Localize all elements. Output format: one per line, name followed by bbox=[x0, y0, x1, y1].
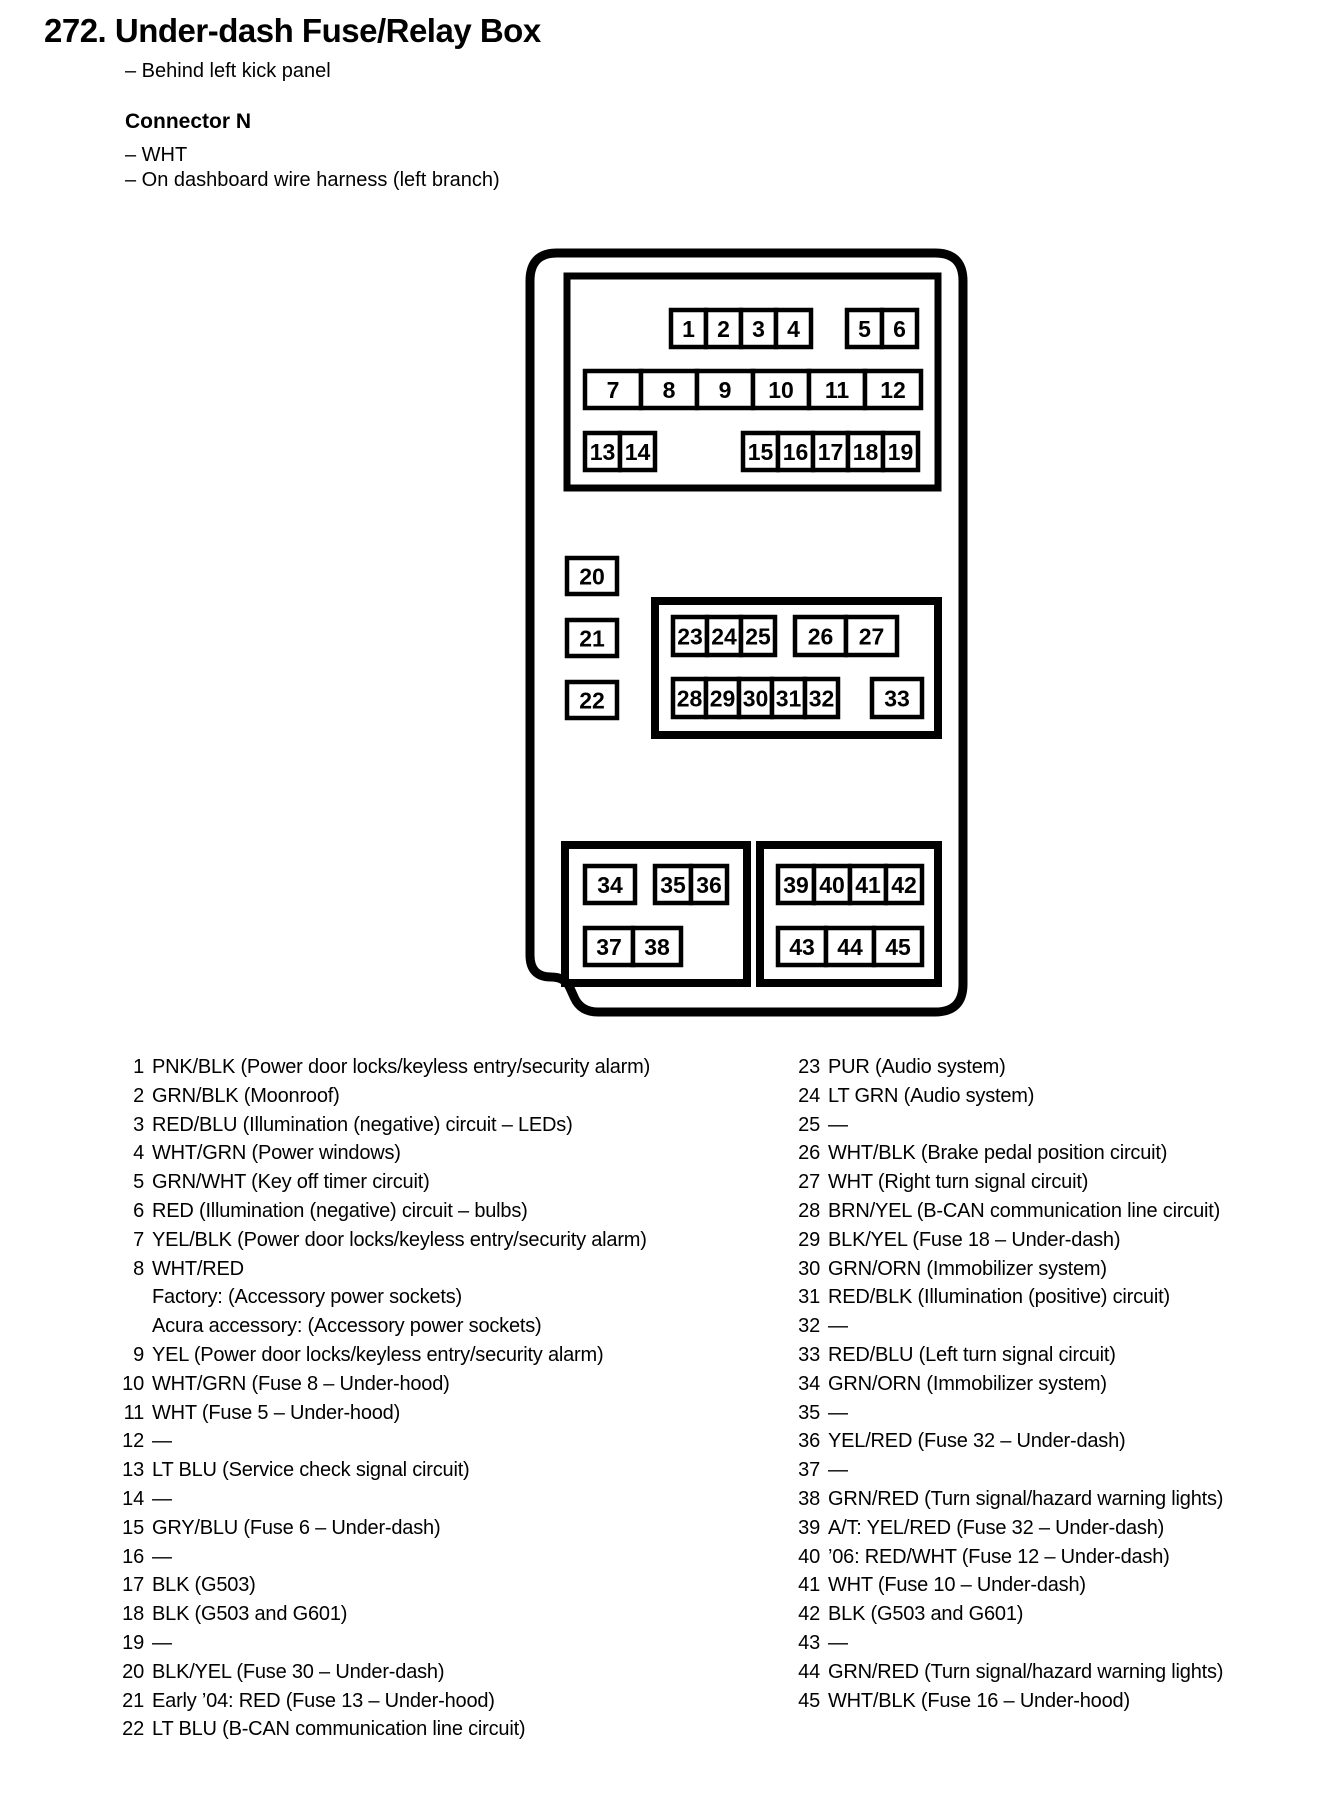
legend-column-right bbox=[786, 1053, 1338, 1715]
pin-description: GRN/BLK (Moonroof) bbox=[152, 1084, 340, 1107]
pin-description: LT BLU (Service check signal circuit) bbox=[152, 1459, 470, 1482]
pin-number: 22 bbox=[122, 1718, 144, 1741]
pin-cavity-label-28: 28 bbox=[676, 685, 703, 712]
pin-cavity-label-40: 40 bbox=[819, 872, 845, 898]
legend-item-40 bbox=[786, 1543, 1338, 1572]
pin-description: RED/BLU (Illumination (negative) circuit – LEDs) bbox=[152, 1113, 573, 1136]
pin-description: YEL/BLK (Power door locks/keyless entry/security alarm) bbox=[152, 1228, 647, 1251]
pin-number: 29 bbox=[798, 1228, 820, 1251]
pin-cavity-label-35: 35 bbox=[660, 872, 686, 898]
pin-description: WHT (Fuse 5 – Under-hood) bbox=[152, 1401, 401, 1424]
pin-number: 2 bbox=[133, 1084, 144, 1107]
location-note: – Behind left kick panel bbox=[125, 60, 331, 82]
legend-item-42 bbox=[786, 1600, 1338, 1629]
legend-item-38 bbox=[786, 1485, 1338, 1514]
pin-description: — bbox=[828, 1459, 848, 1482]
pin-description: — bbox=[828, 1315, 848, 1338]
pin-cavity-label-27: 27 bbox=[858, 623, 885, 650]
pin-cavity-label-11: 11 bbox=[824, 377, 850, 403]
connector-note-color: – WHT bbox=[125, 144, 188, 166]
legend-item-1 bbox=[110, 1053, 730, 1082]
legend-item-12 bbox=[110, 1427, 730, 1456]
pin-description: GRN/RED (Turn signal/hazard warning lights) bbox=[828, 1487, 1224, 1510]
pin-description: GRN/RED (Turn signal/hazard warning lights) bbox=[828, 1660, 1224, 1683]
pin-description: — bbox=[152, 1430, 172, 1453]
pin-cavity-label-13: 13 bbox=[589, 439, 616, 465]
pin-number: 43 bbox=[798, 1631, 820, 1654]
legend-item-26 bbox=[786, 1139, 1338, 1168]
pin-number: 26 bbox=[798, 1142, 820, 1165]
legend-item-17 bbox=[110, 1571, 730, 1600]
pin-cavity-label-43: 43 bbox=[789, 934, 815, 960]
pin-number: 39 bbox=[798, 1516, 820, 1539]
pin-description: YEL (Power door locks/keyless entry/security alarm) bbox=[152, 1343, 604, 1366]
pin-cavity-label-3: 3 bbox=[752, 316, 765, 342]
pin-number: 12 bbox=[122, 1430, 144, 1453]
pin-number: 9 bbox=[133, 1343, 144, 1366]
pin-description: BLK (G503) bbox=[152, 1574, 256, 1597]
pin-cavity-label-32: 32 bbox=[808, 685, 835, 712]
pin-description: WHT (Right turn signal circuit) bbox=[828, 1171, 1089, 1194]
pin-cavity-label-20: 20 bbox=[579, 563, 605, 590]
legend-item-8 bbox=[110, 1255, 730, 1341]
legend-item-45 bbox=[786, 1687, 1338, 1716]
pin-cavity-label-5: 5 bbox=[858, 316, 871, 342]
pin-description: WHT/BLK (Fuse 16 – Under-hood) bbox=[828, 1689, 1130, 1712]
pin-description: LT GRN (Audio system) bbox=[828, 1084, 1035, 1107]
pin-cavity-label-44: 44 bbox=[837, 934, 863, 960]
page-title: 272. Under-dash Fuse/Relay Box bbox=[44, 12, 541, 49]
legend-item-21 bbox=[110, 1687, 730, 1716]
pin-cavity-label-23: 23 bbox=[677, 623, 703, 650]
pin-cavity-label-39: 39 bbox=[783, 872, 809, 898]
pin-number: 16 bbox=[122, 1545, 144, 1568]
pin-number: 8 bbox=[133, 1257, 144, 1280]
legend-item-11 bbox=[110, 1399, 730, 1428]
pin-number: 13 bbox=[122, 1459, 144, 1482]
pin-cavity-label-9: 9 bbox=[718, 377, 732, 403]
pin-number: 3 bbox=[133, 1113, 144, 1136]
pin-cavity-label-37: 37 bbox=[596, 934, 622, 960]
pin-description: GRN/ORN (Immobilizer system) bbox=[828, 1372, 1107, 1395]
legend-item-15 bbox=[110, 1514, 730, 1543]
pin-cavity-label-7: 7 bbox=[606, 377, 620, 403]
pin-cavity-label-6: 6 bbox=[893, 316, 906, 342]
pin-cavity-label-19: 19 bbox=[887, 439, 914, 465]
pin-number: 4 bbox=[133, 1142, 144, 1165]
pin-cavity-label-15: 15 bbox=[747, 439, 774, 465]
pin-description: BRN/YEL (B-CAN communication line circuit) bbox=[828, 1199, 1221, 1222]
pin-number: 33 bbox=[798, 1343, 820, 1366]
pin-number: 34 bbox=[798, 1372, 820, 1395]
pin-number: 41 bbox=[798, 1574, 820, 1597]
pin-description: ’06: RED/WHT (Fuse 12 – Under-dash) bbox=[828, 1545, 1170, 1568]
pin-description: Early ’04: RED (Fuse 13 – Under-hood) bbox=[152, 1689, 495, 1712]
pin-description: A/T: YEL/RED (Fuse 32 – Under-dash) bbox=[828, 1516, 1165, 1539]
pin-cavity-label-18: 18 bbox=[852, 439, 879, 465]
pin-cavity-label-25: 25 bbox=[745, 623, 771, 650]
pin-description: BLK/YEL (Fuse 18 – Under-dash) bbox=[828, 1228, 1121, 1251]
legend-item-16 bbox=[110, 1543, 730, 1572]
legend-item-29 bbox=[786, 1226, 1338, 1255]
pin-number: 40 bbox=[798, 1545, 820, 1568]
legend-item-4 bbox=[110, 1139, 730, 1168]
pin-description: WHT/BLK (Brake pedal position circuit) bbox=[828, 1142, 1168, 1165]
legend-item-9 bbox=[110, 1341, 730, 1370]
pin-description: — bbox=[828, 1113, 848, 1136]
pin-cavity-label-30: 30 bbox=[742, 685, 769, 712]
pin-cavity-label-22: 22 bbox=[579, 687, 605, 714]
pin-description: LT BLU (B-CAN communication line circuit) bbox=[152, 1718, 526, 1741]
pin-cavity-label-10: 10 bbox=[768, 377, 794, 403]
pin-description: YEL/RED (Fuse 32 – Under-dash) bbox=[828, 1430, 1126, 1453]
pin-cavity-label-1: 1 bbox=[682, 316, 695, 342]
pin-cavity-label-12: 12 bbox=[880, 377, 906, 403]
legend-item-33 bbox=[786, 1341, 1338, 1370]
legend-item-39 bbox=[786, 1514, 1338, 1543]
legend-item-41 bbox=[786, 1571, 1338, 1600]
pin-description: — bbox=[828, 1401, 848, 1424]
pin-cavity-label-36: 36 bbox=[696, 872, 722, 898]
pin-number: 45 bbox=[798, 1689, 820, 1712]
legend-item-18 bbox=[110, 1600, 730, 1629]
legend-item-36 bbox=[786, 1427, 1338, 1456]
pin-number: 1 bbox=[133, 1056, 144, 1078]
pin-cavity-label-21: 21 bbox=[579, 625, 605, 652]
pin-number: 36 bbox=[798, 1430, 820, 1453]
pin-description: RED/BLU (Left turn signal circuit) bbox=[828, 1343, 1116, 1366]
pin-description: BLK (G503 and G601) bbox=[828, 1603, 1024, 1626]
legend-item-27 bbox=[786, 1168, 1338, 1197]
pin-cavity-label-24: 24 bbox=[711, 623, 737, 650]
pin-description: BLK (G503 and G601) bbox=[152, 1603, 348, 1626]
pin-description: WHT/RED Factory: (Accessory power sockets) Acura accessory: (Accessory power sockets) bbox=[152, 1257, 542, 1338]
pin-number: 24 bbox=[798, 1084, 820, 1107]
legend-item-2 bbox=[110, 1082, 730, 1111]
legend-item-14 bbox=[110, 1485, 730, 1514]
pin-number: 37 bbox=[798, 1459, 820, 1482]
pin-description: — bbox=[152, 1631, 172, 1654]
pin-cavity-label-42: 42 bbox=[891, 872, 917, 898]
legend-item-7 bbox=[110, 1226, 730, 1255]
pin-cavity-label-2: 2 bbox=[717, 316, 730, 342]
legend-item-31 bbox=[786, 1283, 1338, 1312]
legend-item-24 bbox=[786, 1082, 1338, 1111]
pin-cavity-label-33: 33 bbox=[884, 685, 910, 712]
legend-item-5 bbox=[110, 1168, 730, 1197]
pin-description: PNK/BLK (Power door locks/keyless entry/security alarm) bbox=[152, 1056, 651, 1078]
pin-number: 28 bbox=[798, 1199, 820, 1222]
pin-number: 10 bbox=[122, 1372, 144, 1395]
pin-number: 35 bbox=[798, 1401, 820, 1424]
pin-number: 20 bbox=[122, 1660, 144, 1683]
legend-item-28 bbox=[786, 1197, 1338, 1226]
pin-number: 42 bbox=[798, 1603, 820, 1626]
pin-cavity-label-16: 16 bbox=[782, 439, 809, 465]
pin-description: BLK/YEL (Fuse 30 – Under-dash) bbox=[152, 1660, 445, 1683]
pin-number: 21 bbox=[122, 1689, 144, 1712]
legend-item-30 bbox=[786, 1255, 1338, 1284]
pin-cavity-label-14: 14 bbox=[624, 439, 651, 465]
legend-item-6 bbox=[110, 1197, 730, 1226]
pin-cavity-label-38: 38 bbox=[644, 934, 670, 960]
pin-description: — bbox=[152, 1487, 172, 1510]
legend-item-37 bbox=[786, 1456, 1338, 1485]
legend-item-23 bbox=[786, 1053, 1338, 1082]
pin-number: 14 bbox=[122, 1487, 144, 1510]
pin-number: 6 bbox=[133, 1199, 144, 1222]
legend-column-left bbox=[110, 1053, 730, 1744]
pin-cavity-label-31: 31 bbox=[775, 685, 802, 712]
pin-description: — bbox=[828, 1631, 848, 1654]
pin-description: RED (Illumination (negative) circuit – bulbs) bbox=[152, 1199, 528, 1222]
legend-item-10 bbox=[110, 1370, 730, 1399]
legend-item-44 bbox=[786, 1658, 1338, 1687]
pin-number: 17 bbox=[122, 1574, 144, 1597]
pin-number: 25 bbox=[798, 1113, 820, 1136]
pin-number: 7 bbox=[133, 1228, 144, 1251]
legend-item-32 bbox=[786, 1312, 1338, 1341]
connector-diagram bbox=[500, 230, 1000, 1040]
pin-number: 27 bbox=[798, 1171, 820, 1194]
legend-item-43 bbox=[786, 1629, 1338, 1658]
pin-description: WHT (Fuse 10 – Under-dash) bbox=[828, 1574, 1086, 1597]
pin-number: 38 bbox=[798, 1487, 820, 1510]
pin-description: GRY/BLU (Fuse 6 – Under-dash) bbox=[152, 1516, 441, 1539]
pin-number: 18 bbox=[122, 1603, 144, 1626]
legend-item-19 bbox=[110, 1629, 730, 1658]
pin-number: 31 bbox=[798, 1286, 820, 1309]
pin-description: GRN/ORN (Immobilizer system) bbox=[828, 1257, 1107, 1280]
pin-number: 30 bbox=[798, 1257, 820, 1280]
pin-description: WHT/GRN (Power windows) bbox=[152, 1142, 401, 1165]
pin-cavity-label-34: 34 bbox=[597, 872, 623, 898]
pin-number: 11 bbox=[123, 1401, 144, 1424]
pin-cavity-label-41: 41 bbox=[855, 872, 881, 898]
pin-description: — bbox=[152, 1545, 172, 1568]
connector-note-harness: – On dashboard wire harness (left branch) bbox=[125, 169, 500, 191]
pin-number: 44 bbox=[798, 1660, 820, 1683]
legend-item-13 bbox=[110, 1456, 730, 1485]
legend-item-3 bbox=[110, 1111, 730, 1140]
pin-number: 32 bbox=[798, 1315, 820, 1338]
pin-description: PUR (Audio system) bbox=[828, 1056, 1006, 1078]
pin-cavity-label-45: 45 bbox=[885, 934, 911, 960]
pin-number: 19 bbox=[122, 1631, 144, 1654]
legend-item-35 bbox=[786, 1399, 1338, 1428]
legend-item-34 bbox=[786, 1370, 1338, 1399]
pin-description: WHT/GRN (Fuse 8 – Under-hood) bbox=[152, 1372, 450, 1395]
legend-item-25 bbox=[786, 1111, 1338, 1140]
pin-cavity-label-29: 29 bbox=[709, 685, 736, 712]
pin-description: GRN/WHT (Key off timer circuit) bbox=[152, 1171, 430, 1194]
pin-cavity-label-17: 17 bbox=[817, 439, 844, 465]
connector-heading: Connector N bbox=[125, 110, 251, 133]
pin-description: RED/BLK (Illumination (positive) circuit) bbox=[828, 1286, 1170, 1309]
legend-item-20 bbox=[110, 1658, 730, 1687]
pin-number: 15 bbox=[122, 1516, 144, 1539]
pin-cavity-label-4: 4 bbox=[787, 316, 800, 342]
pin-cavity-label-26: 26 bbox=[807, 623, 834, 650]
pin-number: 5 bbox=[133, 1171, 144, 1194]
pin-number: 23 bbox=[798, 1056, 820, 1078]
legend-item-22 bbox=[110, 1715, 730, 1744]
pin-cavity-label-8: 8 bbox=[662, 377, 676, 403]
